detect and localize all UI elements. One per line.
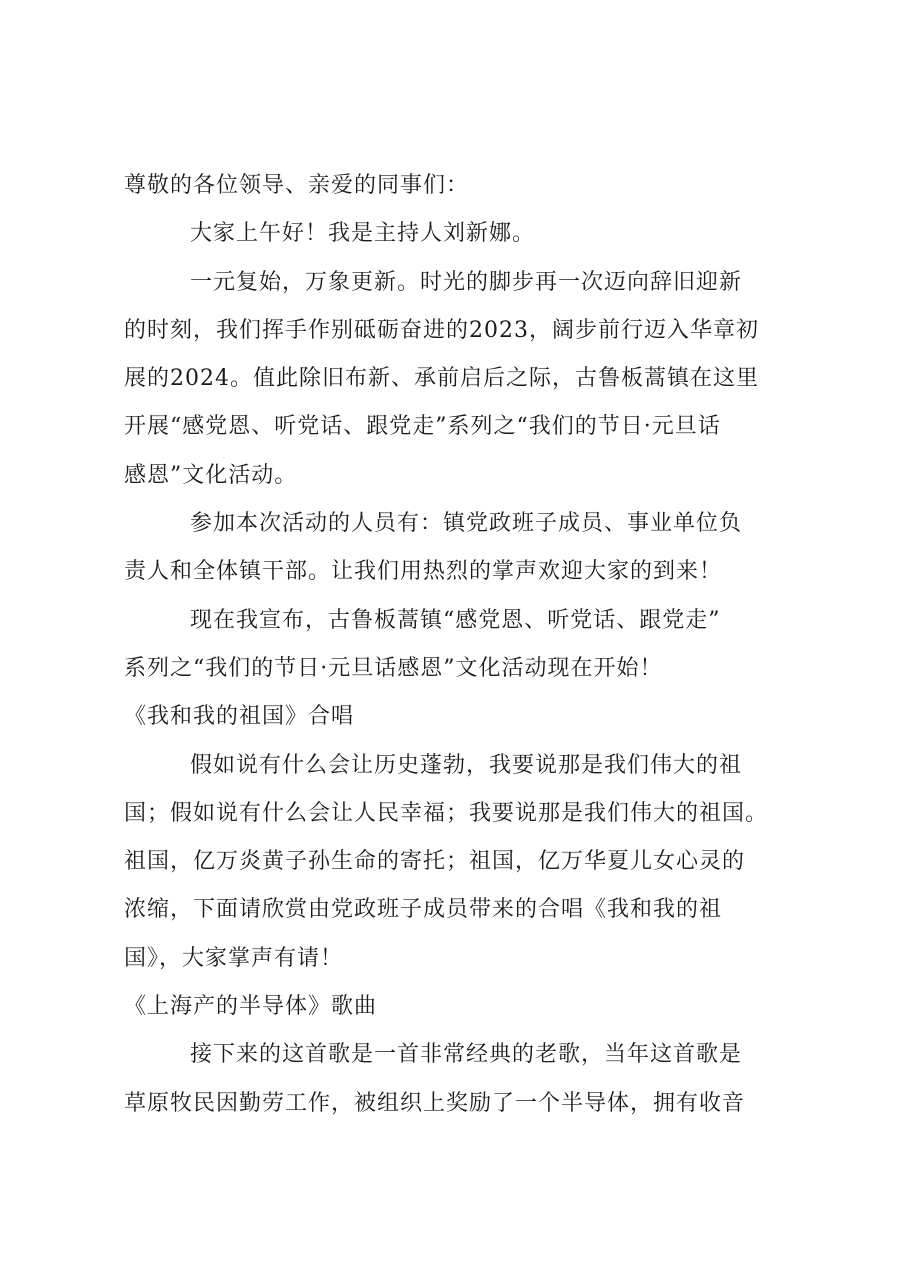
text-line: 接下来的这首歌是一首非常经典的老歌，当年这首歌是 [190,1042,743,1068]
text-line: 开展“感党恩、听党话、跟党走”系列之“我们的节日·元旦话 [124,414,721,440]
text-line: 大家上午好！我是主持人刘新娜。 [190,221,536,247]
text-line: 参加本次活动的人员有：镇党政班子成员、事业单位负 [190,511,743,537]
text-line: 系列之“我们的节日·元旦话感恩”文化活动现在开始！ [124,655,663,681]
text-line: 假如说有什么会让历史蓬勃，我要说那是我们伟大的祖 [190,752,743,778]
document-body [124,162,796,1128]
text-line: 责人和全体镇干部。让我们用热烈的掌声欢迎大家的到来！ [124,559,723,585]
text-line: 展的2024。值此除旧布新、承前启后之际，古鲁板蒿镇在这里 [124,366,759,392]
section-heading: 《我和我的祖国》合唱 [124,704,355,730]
text-line: 草原牧民因勤劳工作，被组织上奖励了一个半导体，拥有收音 [124,1090,746,1116]
text-line: 一元复始，万象更新。时光的脚步再一次迈向辞旧迎新 [190,269,743,295]
salutation-line: 尊敬的各位领导、亲爱的同事们： [124,173,470,198]
text-line: 感恩”文化活动。 [124,462,298,488]
text-line: 浓缩，下面请欣赏由党政班子成员带来的合唱《我和我的祖 [124,897,723,923]
text-line: 祖国，亿万炎黄子孙生命的寄托；祖国，亿万华夏儿女心灵的 [124,849,746,875]
text-line: 的时刻，我们挥手作别砥砺奋进的2023，阔步前行迈入华章初 [124,317,759,343]
text-line: 现在我宣布，古鲁板蒿镇“感党恩、听党话、跟党走” [190,607,721,633]
text-line: 国；假如说有什么会让人民幸福；我要说那是我们伟大的祖国。 [124,800,769,826]
text-line: 国》，大家掌声有请！ [124,945,344,971]
section-heading: 《上海产的半导体》歌曲 [124,994,378,1020]
